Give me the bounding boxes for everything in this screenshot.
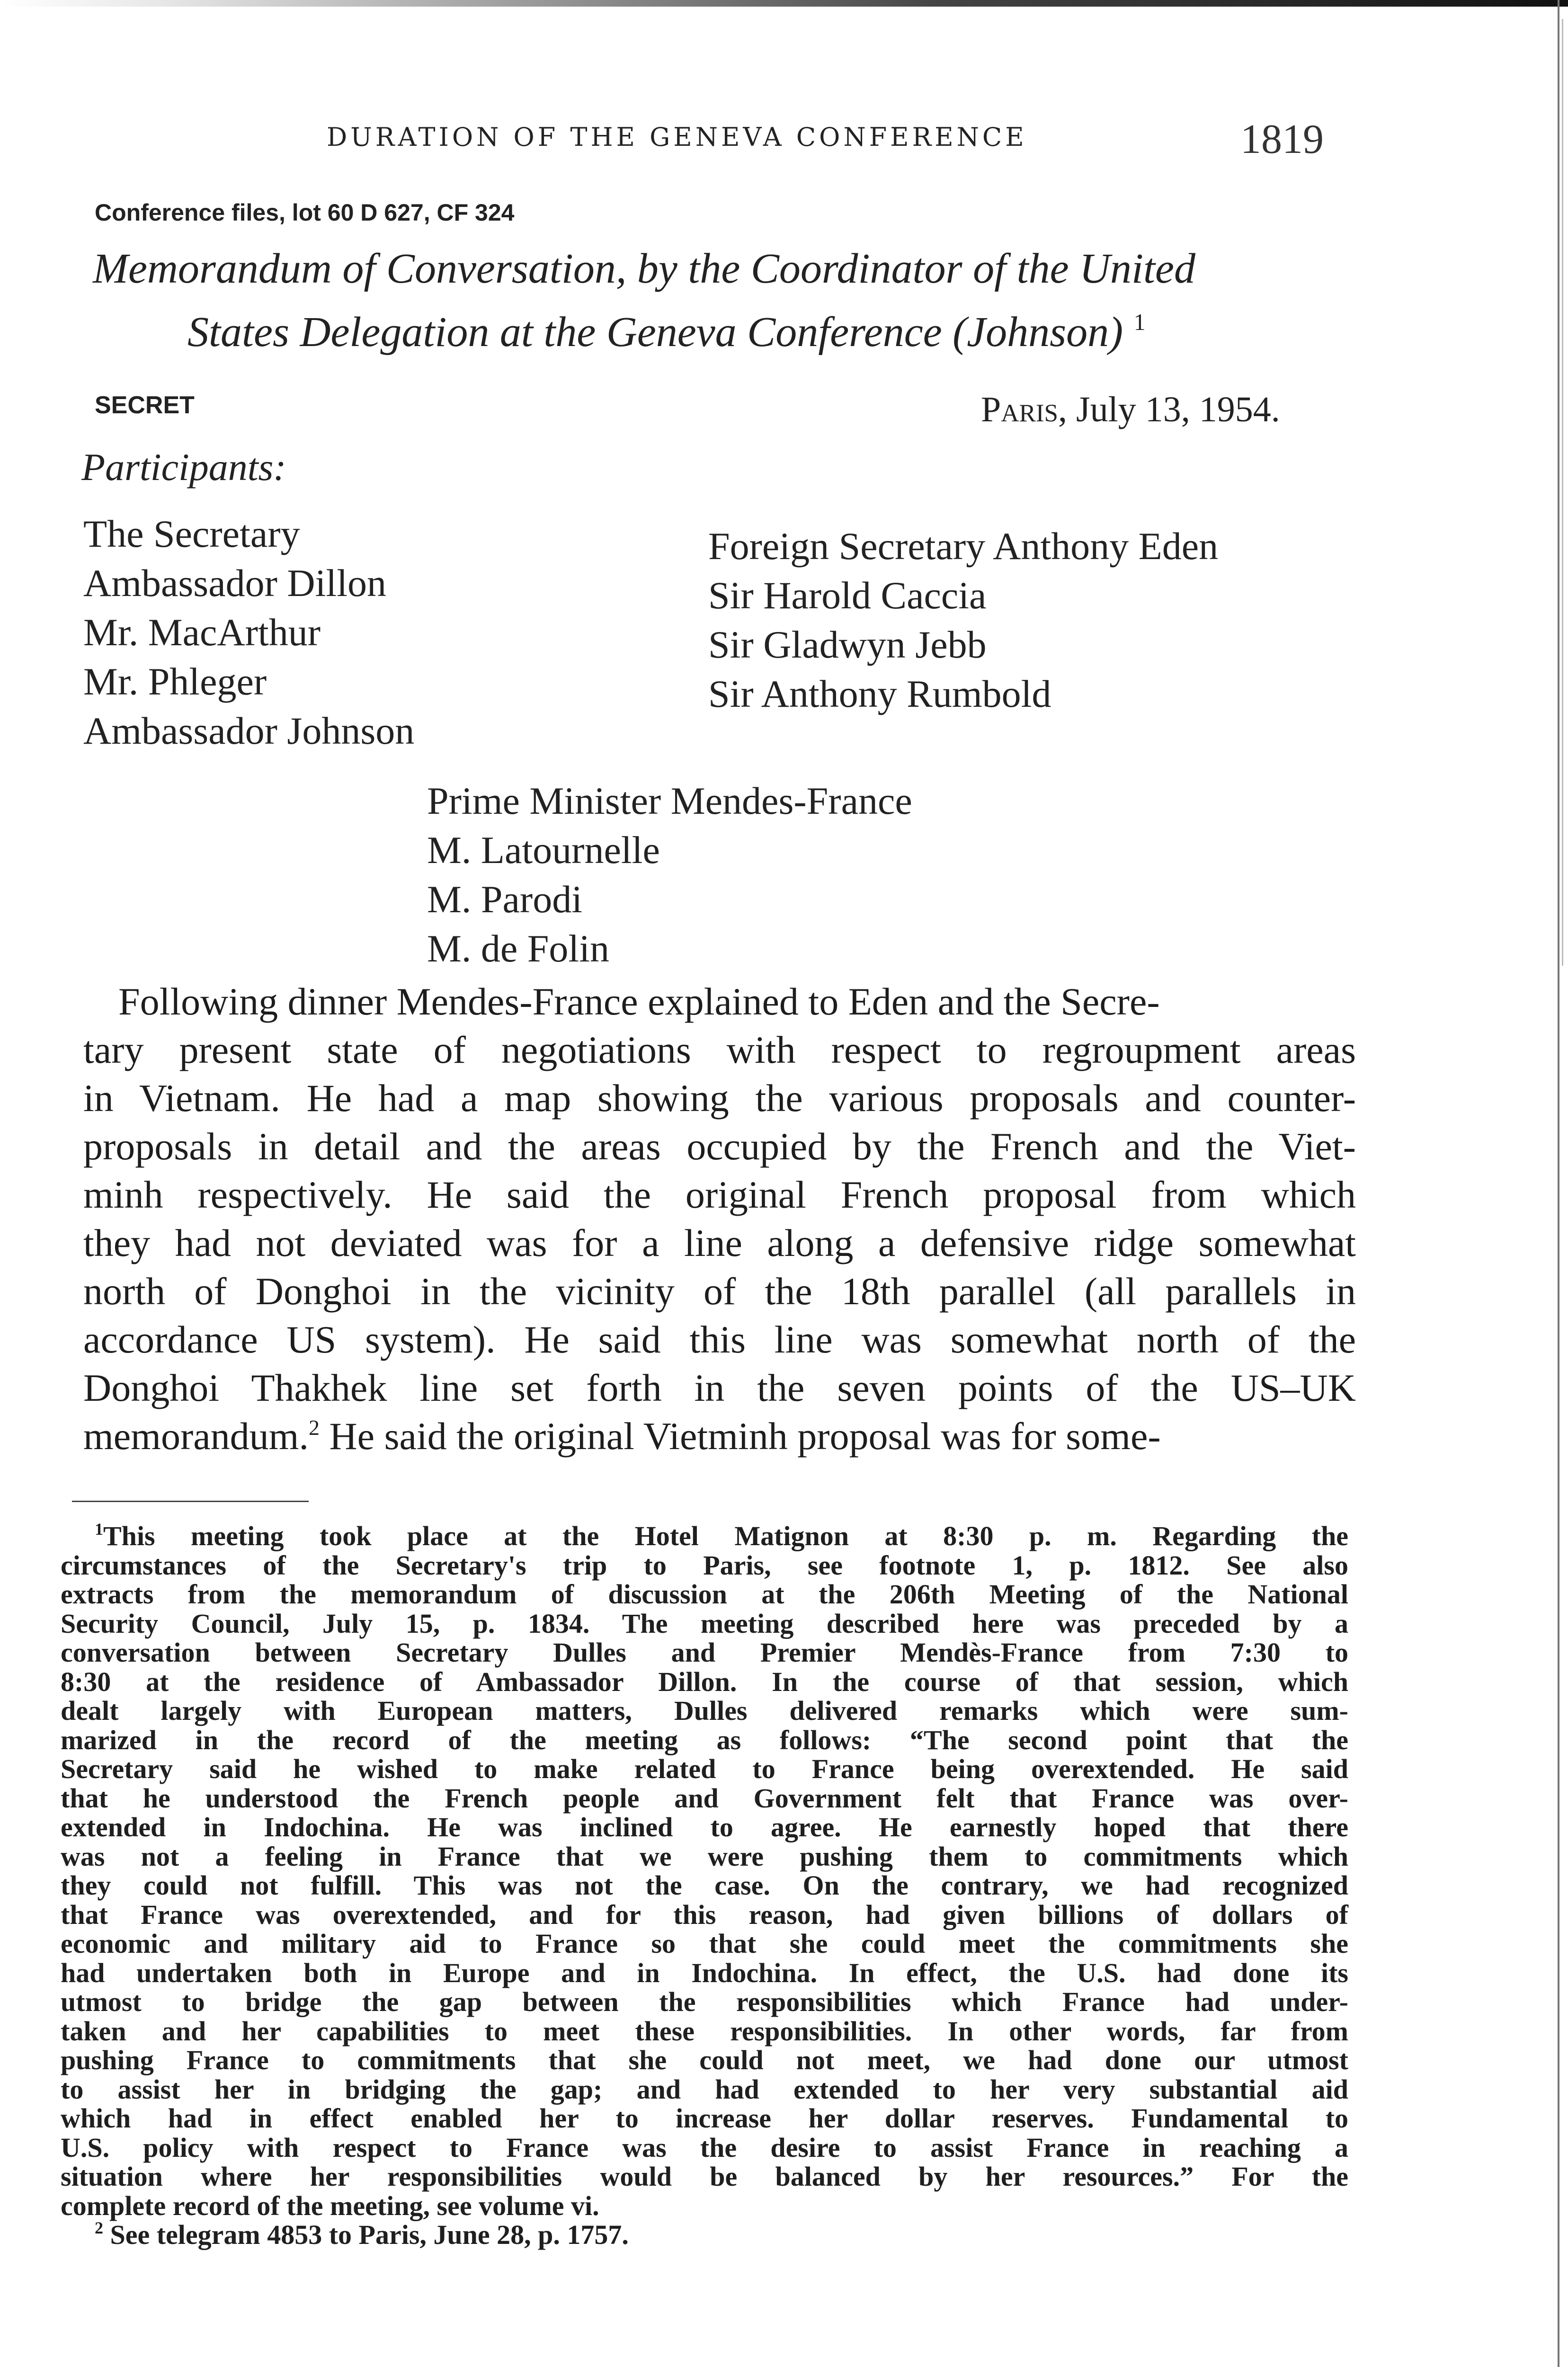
footnote-line: pushing France to commitments that she could not meet, we had done our utmost	[61, 2045, 1348, 2075]
memo-title-line1: Memorandum of Conversation, by the Coordinator of the United	[93, 245, 1195, 292]
participants-uk	[708, 522, 1218, 719]
running-head: DURATION OF THE GENEVA CONFERENCE	[327, 122, 1027, 152]
participant: Ambassador Dillon	[83, 561, 386, 605]
footnote-line: dealt largely with European matters, Dulles delivered remarks which were sum-	[61, 1695, 1348, 1726]
page-number: 1819	[1240, 116, 1324, 162]
footnote-line: taken and her capabilities to meet these responsibilities. In other words, far from	[61, 2015, 1348, 2047]
body-line: in Vietnam. He had a map showing the various proposals and counter-	[83, 1077, 1356, 1120]
footnote-line: which had in effect enabled her to increase her dollar reserves. Fundamental to	[61, 2103, 1348, 2134]
participant: Sir Harold Caccia	[708, 574, 987, 617]
footnote-line: was not a feeling in France that we were pushing them to commitments which	[61, 1841, 1348, 1872]
footnote-line: that France was overextended, and for this reason, had given billions of dollars of	[61, 1899, 1348, 1930]
footnote-line: complete record of the meeting, see volume vi.	[61, 2190, 599, 2221]
footnote-line: circumstances of the Secretary's trip to Paris, see footnote 1, p. 1812. See also	[61, 1549, 1348, 1581]
footnote-line: had undertaken both in Europe and in Indochina. In effect, the U.S. had done its	[61, 1957, 1348, 1988]
participant: M. Latournelle	[427, 828, 660, 872]
footnote-line: situation where her responsibilities would be balanced by her resources.” For the	[61, 2161, 1348, 2192]
participant: M. de Folin	[427, 927, 609, 970]
body-line: they had not deviated was for a line along a defensive ridge somewhat	[83, 1221, 1356, 1264]
participant: Foreign Secretary Anthony Eden	[708, 525, 1219, 568]
participant: M. Parodi	[427, 878, 582, 921]
footnote-line: that he understood the French people and Government felt that France was over-	[61, 1782, 1348, 1814]
dateline-date: , July 13, 1954.	[1058, 390, 1280, 429]
participant: Ambassador Johnson	[83, 709, 415, 752]
footnote-line: extended in Indochina. He was inclined to agree. He earnestly hoped that there	[61, 1812, 1348, 1842]
body-line	[83, 1412, 1356, 1460]
footnote-line: extracts from the memorandum of discussion at the 206th Meeting of the National	[61, 1579, 1348, 1610]
footnotes	[61, 1522, 1348, 2250]
footnote-line: Secretary said he wished to make related to France being overextended. He said	[61, 1753, 1348, 1784]
scan-edge-right	[1558, 0, 1559, 2367]
memo-title	[93, 242, 1195, 359]
body-line: north of Donghoi in the vicinity of the 18th parallel (all parallels in	[83, 1270, 1356, 1313]
footnote-rule	[72, 1501, 309, 1502]
footnote-line: This meeting took place at the Hotel Matignon at 8:30 p. m. Regarding the	[103, 1521, 1348, 1551]
footnote-line: they could not fulfill. This was not the case. On the contrary, we had recognized	[61, 1870, 1348, 1901]
participant: Mr. MacArthur	[83, 611, 321, 654]
footnote-1-marker: 1	[95, 1520, 103, 1539]
participants-label: Participants:	[81, 445, 286, 489]
body-line: Donghoi Thakhek line set forth in the seven points of the US–UK	[83, 1366, 1356, 1409]
footnote-line: utmost to bridge the gap between the responsibilities which France had under-	[61, 1986, 1348, 2017]
participants-france	[427, 776, 912, 973]
body-line: minh respectively. He said the original French proposal from which	[83, 1173, 1356, 1216]
body-line: accordance US system). He said this line was somewhat north of the	[83, 1318, 1356, 1361]
file-reference: Conference files, lot 60 D 627, CF 324	[95, 199, 515, 226]
memo-title-line2-text: States Delegation at the Geneva Conference (Johnson)	[187, 309, 1123, 356]
footnote-line: economic and military aid to France so that she could meet the commitments she	[61, 1928, 1348, 1959]
participant: The Secretary	[83, 512, 300, 555]
participant: Sir Gladwyn Jebb	[708, 623, 987, 666]
footnote-line: marized in the record of the meeting as follows: “The second point that the	[61, 1724, 1348, 1755]
dateline	[981, 389, 1280, 430]
footnote-line: conversation between Secretary Dulles and Premier Mendès-France from 7:30 to	[61, 1637, 1348, 1668]
footnote-line: to assist her in bridging the gap; and had extended to her very substantial aid	[61, 2073, 1348, 2105]
classification-label: SECRET	[95, 392, 195, 419]
memo-title-line2	[93, 295, 1195, 359]
body-line: proposals in detail and the areas occupied by the French and the Viet-	[83, 1125, 1356, 1168]
body-line: Following dinner Mendes-France explained to Eden and the Secre-	[118, 980, 1160, 1023]
footnote-2	[61, 2220, 1348, 2250]
footnote-line: Security Council, July 15, p. 1834. The meeting described here was preceded by a	[61, 1608, 1348, 1639]
participant: Prime Minister Mendes-France	[427, 779, 912, 822]
body-last-after: He said the original Vietminh proposal was for some-	[319, 1415, 1161, 1458]
body-paragraph	[83, 978, 1356, 1460]
participant: Sir Anthony Rumbold	[708, 672, 1051, 715]
footnote-ref-1[interactable]: 1	[1133, 309, 1146, 335]
body-line: tary present state of negotiations with respect to regroupment areas	[83, 1028, 1356, 1071]
body-last-before: memorandum.	[83, 1415, 309, 1458]
footnote-line: U.S. policy with respect to France was the desire to assist France in reaching a	[61, 2132, 1348, 2163]
footnote-2-text: See telegram 4853 to Paris, June 28, p. 1757.	[110, 2219, 629, 2250]
dateline-place: Paris	[981, 390, 1059, 429]
participant: Mr. Phleger	[83, 660, 267, 703]
footnote-ref-2[interactable]: 2	[308, 1415, 320, 1440]
scan-edge-top	[0, 0, 1568, 7]
footnote-1-first-line	[61, 1522, 1348, 1551]
footnote-2-marker: 2	[95, 2218, 103, 2237]
footnote-line: 8:30 at the residence of Ambassador Dillon. In the course of that session, which	[61, 1666, 1348, 1697]
scan-edge-right-inner	[1562, 19, 1563, 966]
participants-us	[83, 509, 414, 756]
